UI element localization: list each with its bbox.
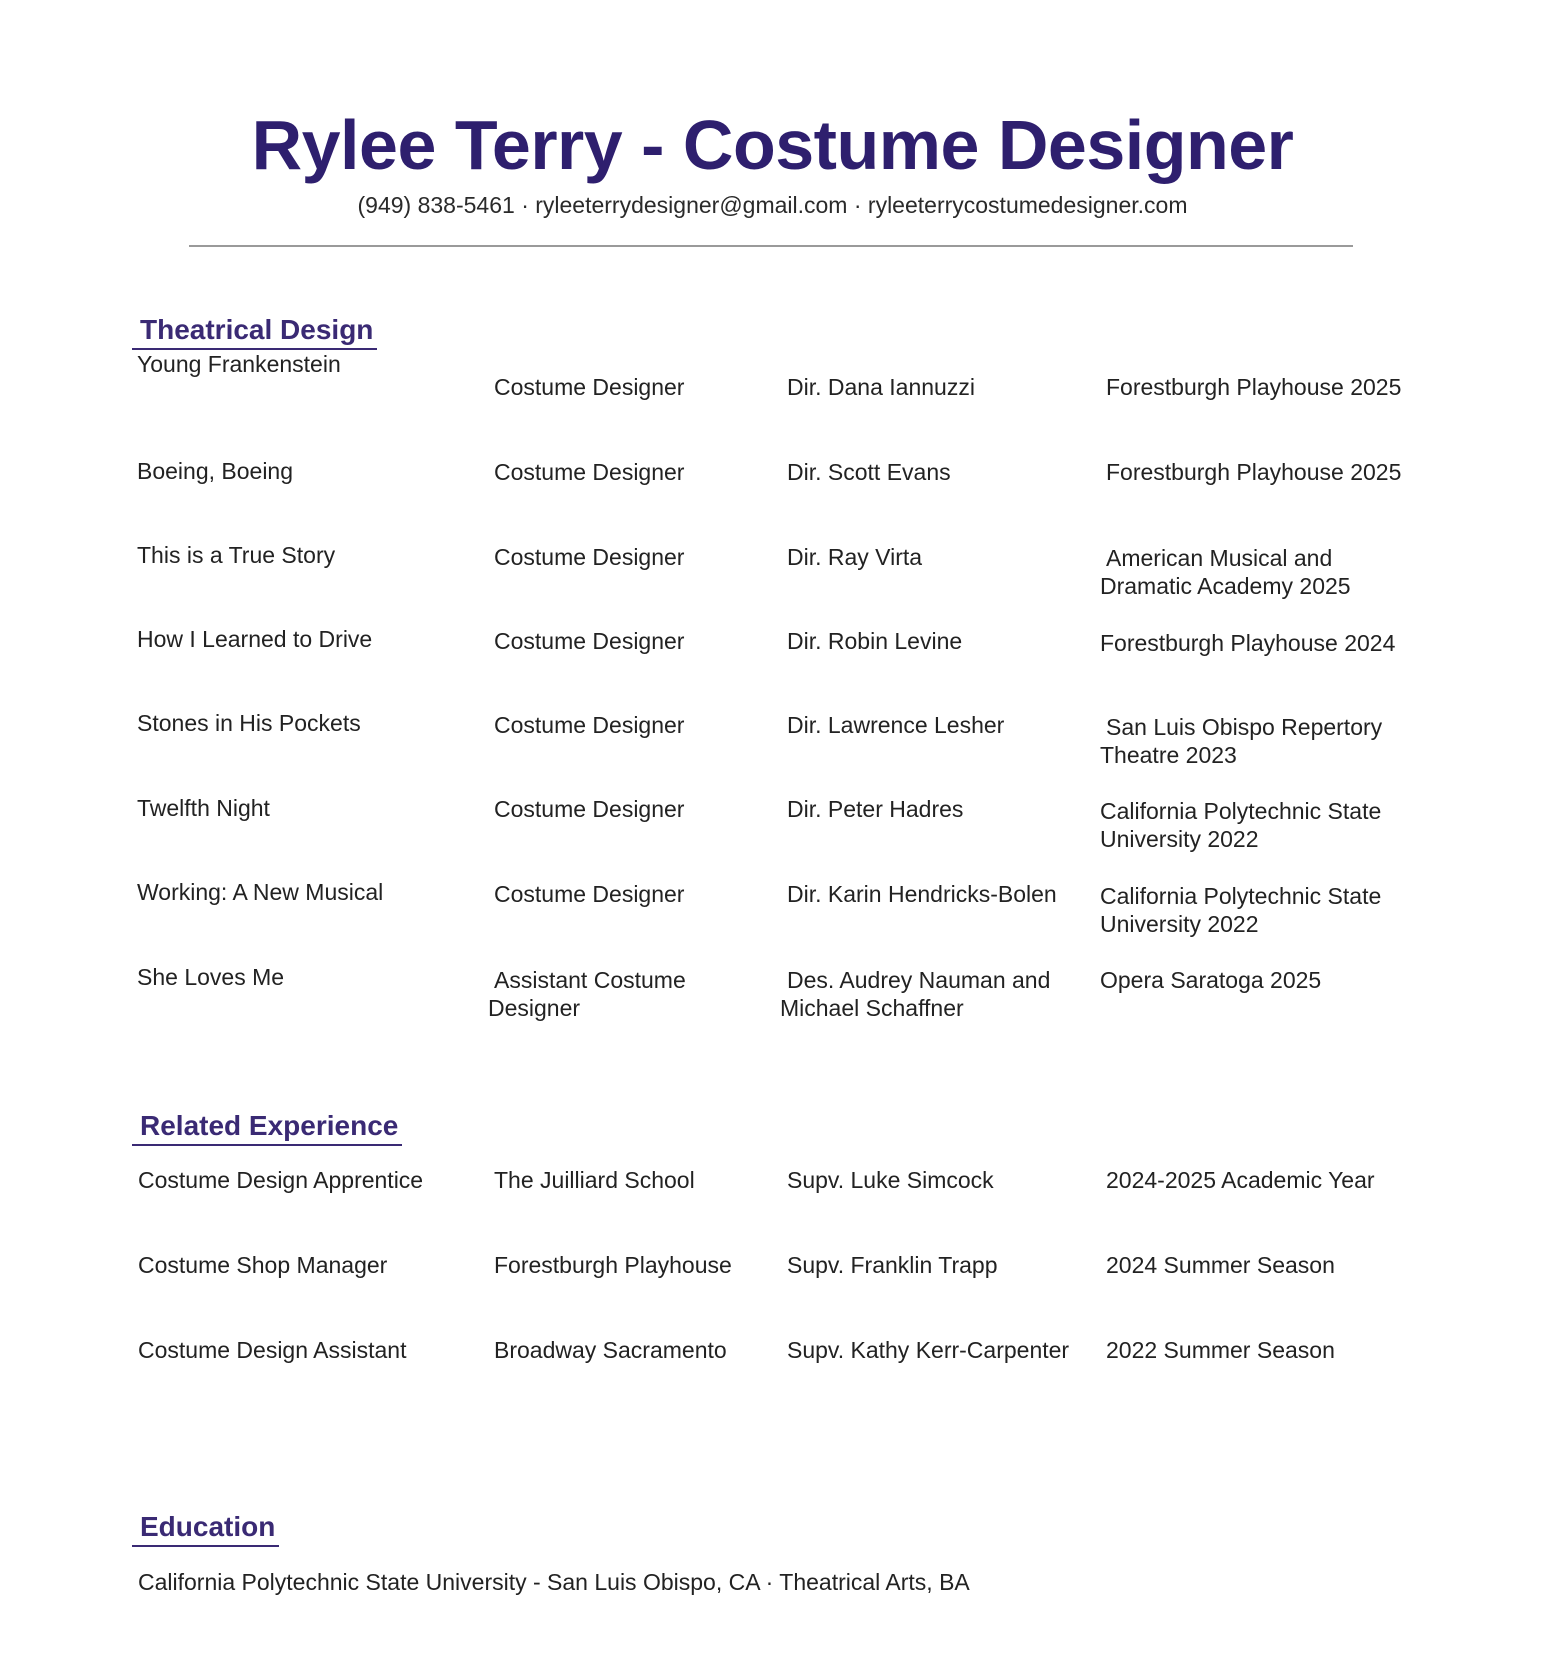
venue-line-1: California Polytechnic State (1100, 883, 1382, 909)
supervisor: Supv. Kathy Kerr-Carpenter (787, 1337, 1070, 1363)
director: Dir. Scott Evans (787, 459, 951, 485)
show-title: Working: A New Musical (137, 879, 384, 905)
heading-underline (132, 1545, 279, 1547)
section-heading-text: Related Experience (140, 1110, 399, 1141)
show-title: How I Learned to Drive (137, 626, 373, 652)
supervisor: Supv. Luke Simcock (787, 1167, 994, 1193)
role: Costume Designer (494, 796, 685, 822)
venue-line-2: University 2022 (1100, 826, 1259, 852)
organization: Forestburgh Playhouse (494, 1252, 732, 1278)
role-line-2: Designer (488, 995, 581, 1021)
role: Costume Designer (494, 374, 685, 400)
role: Costume Designer (494, 459, 685, 485)
header-divider (189, 245, 1353, 247)
role: Costume Designer (494, 881, 685, 907)
director: Dir. Karin Hendricks-Bolen (787, 881, 1057, 907)
contact-line: (949) 838-5461 · ryleeterrydesigner@gmail.com · ryleeterrycostumedesigner.com (357, 192, 1188, 218)
resume-title: Rylee Terry - Costume Designer (251, 106, 1294, 184)
supervisor: Supv. Franklin Trapp (787, 1252, 998, 1278)
show-title: She Loves Me (137, 964, 285, 990)
role: Costume Designer (494, 628, 685, 654)
director-line-1: Des. Audrey Nauman and (787, 967, 1051, 993)
venue-line-1: American Musical and (1106, 545, 1333, 571)
venue: Forestburgh Playhouse 2025 (1106, 459, 1402, 485)
section-heading-text: Theatrical Design (140, 314, 374, 345)
venue-line-2: Theatre 2023 (1100, 742, 1237, 768)
role: Costume Designer (494, 544, 685, 570)
show-title: Twelfth Night (137, 795, 270, 821)
show-title: Boeing, Boeing (137, 458, 294, 484)
venue-line-1: California Polytechnic State (1100, 798, 1382, 824)
position: Costume Design Assistant (138, 1337, 407, 1363)
venue: Opera Saratoga 2025 (1100, 967, 1322, 993)
director: Dir. Dana Iannuzzi (787, 374, 975, 400)
position: Costume Shop Manager (138, 1252, 388, 1278)
venue: Forestburgh Playhouse 2025 (1106, 374, 1402, 400)
organization: The Juilliard School (494, 1167, 695, 1193)
section-heading-education (140, 1510, 275, 1544)
section-heading-text: Education (140, 1511, 276, 1542)
heading-underline (132, 1144, 402, 1146)
period: 2024-2025 Academic Year (1106, 1167, 1375, 1193)
show-title: Young Frankenstein (137, 351, 341, 377)
venue: Forestburgh Playhouse 2024 (1100, 630, 1396, 656)
venue-line-2: Dramatic Academy 2025 (1100, 573, 1351, 599)
director-line-2: Michael Schaffner (780, 995, 964, 1021)
role-line-1: Assistant Costume (494, 967, 686, 993)
director: Dir. Peter Hadres (787, 796, 964, 822)
role: Costume Designer (494, 712, 685, 738)
show-title: Stones in His Pockets (137, 710, 361, 736)
director: Dir. Lawrence Lesher (787, 712, 1005, 738)
period: 2022 Summer Season (1106, 1337, 1335, 1363)
organization: Broadway Sacramento (494, 1337, 727, 1363)
education-line: California Polytechnic State University - San Luis Obispo, CA · Theatrical Arts, BA (138, 1569, 970, 1595)
show-title: This is a True Story (137, 542, 336, 568)
section-heading-theatrical-design (140, 313, 373, 347)
director: Dir. Ray Virta (787, 544, 923, 570)
position: Costume Design Apprentice (138, 1167, 424, 1193)
director: Dir. Robin Levine (787, 628, 963, 654)
venue-line-1: San Luis Obispo Repertory (1106, 714, 1383, 740)
period: 2024 Summer Season (1106, 1252, 1335, 1278)
venue-line-2: University 2022 (1100, 911, 1259, 937)
section-heading-related-experience (140, 1109, 398, 1143)
